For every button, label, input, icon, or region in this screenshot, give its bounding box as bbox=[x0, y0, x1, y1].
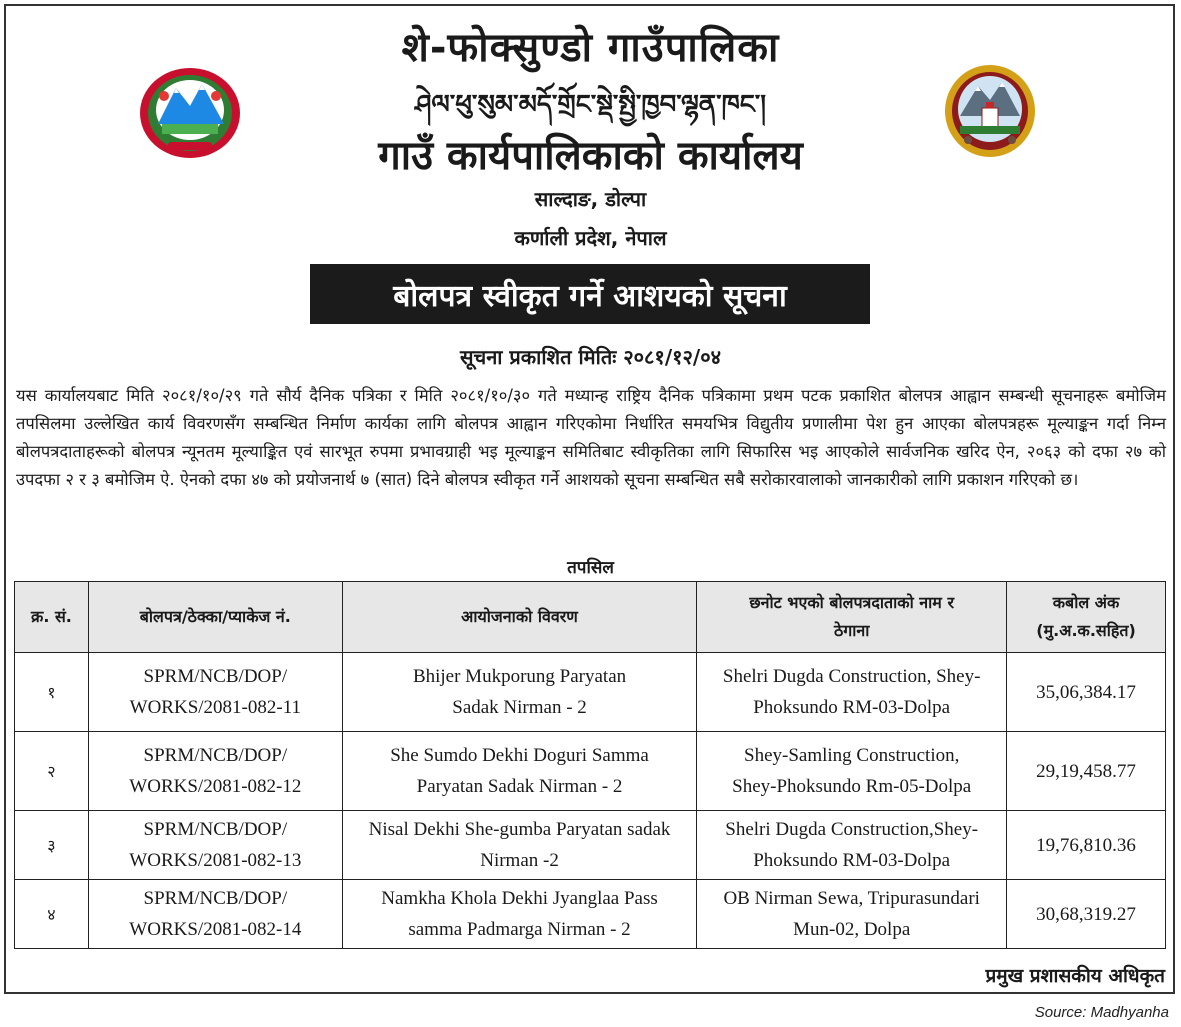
row-package bbox=[88, 653, 342, 732]
municipality-name: शे-फोक्सुण्डो गाउँपालिका bbox=[401, 25, 780, 71]
project-line: Nisal Dekhi She-gumba Paryatan sadak bbox=[368, 819, 671, 840]
header-bidder-line: ठेगाना bbox=[833, 621, 870, 640]
office-name: गाउँ कार्यपालिकाको कार्यालय bbox=[378, 133, 803, 179]
header-project: आयोजनाको विवरण bbox=[342, 582, 697, 653]
bidder-line: Phoksundo RM-03-Dolpa bbox=[753, 850, 951, 871]
package-line: SPRM/NCB/DOP/ bbox=[143, 745, 288, 766]
package-line: SPRM/NCB/DOP/ bbox=[143, 888, 288, 909]
bidder-line: Shey-Samling Construction, bbox=[744, 745, 960, 766]
header-bidder bbox=[697, 582, 1007, 653]
row-bidder bbox=[697, 732, 1007, 811]
row-sn: ३ bbox=[15, 811, 89, 880]
row-package bbox=[88, 880, 342, 949]
notice-body: यस कार्यालयबाट मिति २०८१/१०/२९ गते सौर्य दैनिक पत्रिका र मिति २०८१/१०/३० गते मध्यान्ह राष्ट्रिय दैनिक पत्रिकामा प्रथम पटक प्रकाशित बोलपत्र आह्वान सम्बन्धी सूचनाहरू बमोजिम तपसिलमा उल्लेखित कार्य विवरणसँग सम्बन्धित निर्माण कार्यका लागि बोलपत्र आह्वान गरिएकोमा निर्धारित समयभित्र विद्युतीय प्रणालीमा पेश हुन आएका बोलपत्रहरू मूल्याङ्कन गर्दा निम्न बोलपत्रदाताहरूको बोलपत्र न्यूनतम मूल्याङ्कित एवं सारभूत रुपमा प्रभावग्राही भइ मूल्याङ्कन समितिबाट स्वीकृतिका लागि सिफारिस भइ आएकोले सार्वजनिक खरिद ऐन, २०६३ को दफा २७ को उपदफा २ र ३ बमोजिम ऐ. ऐनको दफा ४७ को प्रयोजनार्थ ७ (सात) दिने बोलपत्र स्वीकृत गर्ने आशयको सूचना सम्बन्धित सबै सरोकारवालाको जानकारीको लागि प्रकाशन गरिएको छ। bbox=[16, 386, 1166, 489]
project-line: samma Padmarga Nirman - 2 bbox=[408, 919, 631, 940]
bidder-line: Shelri Dugda Construction, Shey- bbox=[722, 666, 981, 687]
package-line: WORKS/2081-082-13 bbox=[129, 850, 302, 871]
project-line: Namkha Khola Dekhi Jyanglaa Pass bbox=[381, 888, 658, 909]
project-line: Paryatan Sadak Nirman - 2 bbox=[416, 776, 623, 797]
row-sn: ४ bbox=[15, 880, 89, 949]
schedule-title: तपसिल bbox=[567, 558, 614, 578]
header-sn: क्र. सं. bbox=[15, 582, 89, 653]
bidder-line: Phoksundo RM-03-Dolpa bbox=[753, 697, 951, 718]
bidder-line: Shelri Dugda Construction,Shey- bbox=[725, 819, 979, 840]
row-project bbox=[342, 880, 697, 949]
publish-date: सूचना प्रकाशित मितिः २०८१/१२/०४ bbox=[459, 345, 722, 369]
header-amount-line: (मु.अ.क.सहित) bbox=[1036, 621, 1136, 640]
table-row bbox=[15, 653, 1166, 732]
row-bidder bbox=[697, 653, 1007, 732]
header-amount-line: कबोल अंक bbox=[1052, 593, 1120, 612]
signatory-title: प्रमुख प्रशासकीय अधिकृत bbox=[985, 965, 1165, 987]
bid-acceptance-table bbox=[14, 581, 1166, 949]
address-line-1: साल्दाङ, डोल्पा bbox=[534, 187, 647, 211]
table-header-row bbox=[15, 582, 1166, 653]
bidder-line: Shey-Phoksundo Rm-05-Dolpa bbox=[732, 776, 972, 797]
bidder-line: Mun-02, Dolpa bbox=[793, 919, 911, 940]
row-package bbox=[88, 811, 342, 880]
bidder-line: OB Nirman Sewa, Tripurasundari bbox=[723, 888, 980, 909]
table-row bbox=[15, 732, 1166, 811]
header-bidder-line: छनोट भएको बोलपत्रदाताको नाम र bbox=[749, 593, 954, 612]
row-bidder bbox=[697, 880, 1007, 949]
table-row bbox=[15, 880, 1166, 949]
package-line: WORKS/2081-082-12 bbox=[129, 776, 302, 797]
row-project bbox=[342, 653, 697, 732]
project-line: Sadak Nirman - 2 bbox=[452, 697, 587, 718]
source-credit: Source: Madhyanha bbox=[1034, 1004, 1169, 1021]
package-line: WORKS/2081-082-14 bbox=[129, 919, 302, 940]
row-amount: 29,19,458.77 bbox=[1007, 732, 1166, 811]
row-bidder bbox=[697, 811, 1007, 880]
row-sn: २ bbox=[15, 732, 89, 811]
row-project bbox=[342, 732, 697, 811]
package-line: SPRM/NCB/DOP/ bbox=[143, 666, 288, 687]
row-project bbox=[342, 811, 697, 880]
tibetan-municipality-name: ཤེལ་ཕུ་སུམ་མདོ་གྲོང་སྡེ་སྤྱི་ཁྱབ་ལྷན་ཁང་། bbox=[414, 90, 767, 120]
address-line-2: कर्णाली प्रदेश, नेपाल bbox=[514, 226, 667, 250]
row-amount: 30,68,319.27 bbox=[1007, 880, 1166, 949]
row-sn: १ bbox=[15, 653, 89, 732]
package-line: WORKS/2081-082-11 bbox=[129, 697, 301, 718]
row-package bbox=[88, 732, 342, 811]
table-row bbox=[15, 811, 1166, 880]
row-amount: 35,06,384.17 bbox=[1007, 653, 1166, 732]
header-amount bbox=[1007, 582, 1166, 653]
package-line: SPRM/NCB/DOP/ bbox=[143, 819, 288, 840]
notice-title-banner: बोलपत्र स्वीकृत गर्ने आशयको सूचना bbox=[310, 264, 870, 324]
project-line: Nirman -2 bbox=[480, 850, 559, 871]
row-amount: 19,76,810.36 bbox=[1007, 811, 1166, 880]
header-package: बोलपत्र/ठेक्का/प्याकेज नं. bbox=[88, 582, 342, 653]
project-line: Bhijer Mukporung Paryatan bbox=[412, 666, 627, 687]
project-line: She Sumdo Dekhi Doguri Samma bbox=[390, 745, 649, 766]
